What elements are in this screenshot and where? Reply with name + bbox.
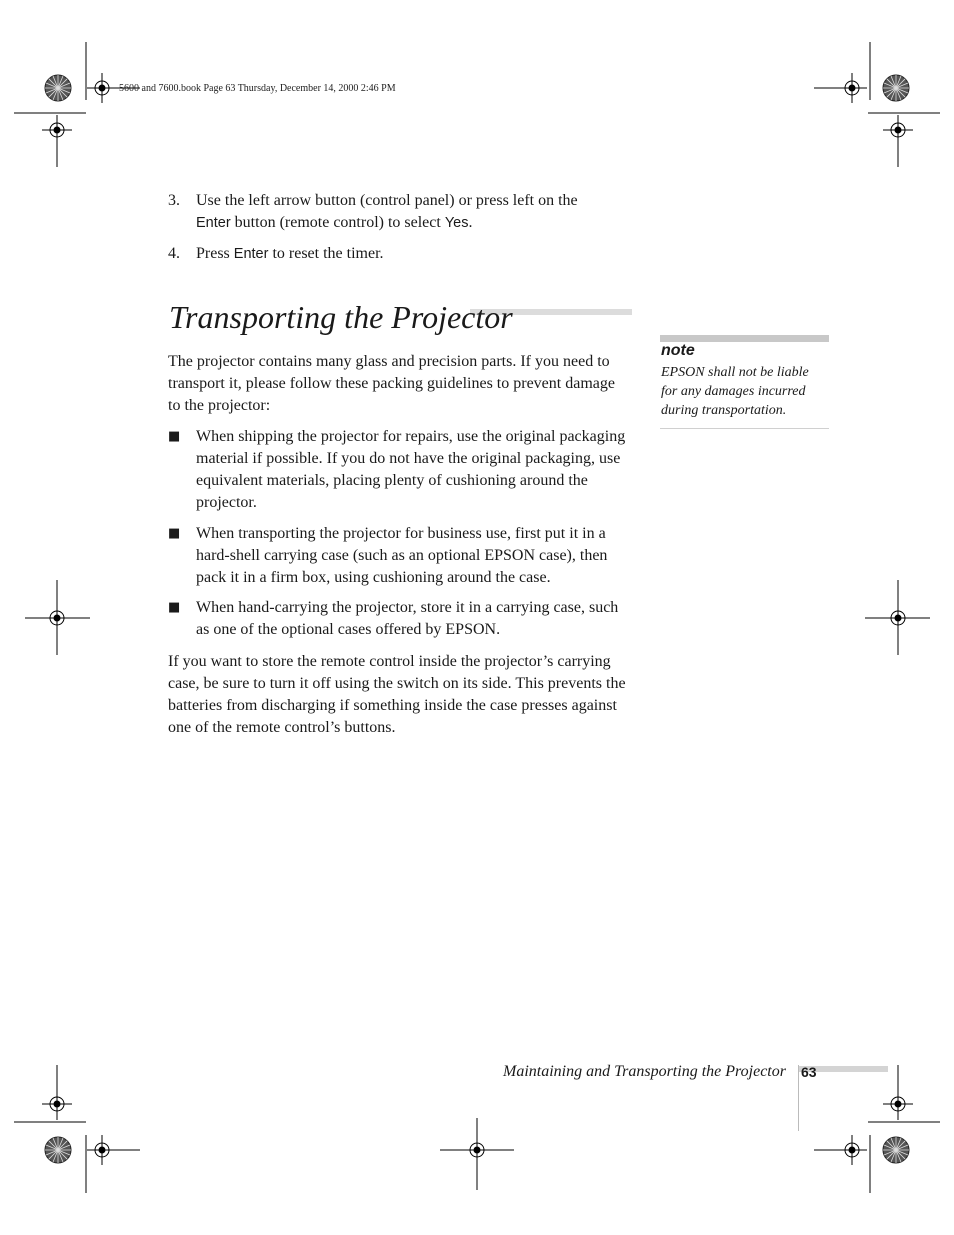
enter-key-label: Enter <box>233 246 269 262</box>
yes-option-label: Yes <box>444 215 469 231</box>
note-divider <box>660 428 829 429</box>
note-text: EPSON shall not be liable for any damages incurred during transportation. <box>661 365 809 418</box>
step-number: 3. <box>168 192 180 209</box>
bullet-text: When shipping the projector for repairs, use the original packaging material if possible. If you do not have the original packaging, use equivalent materials, placing plenty of cushioning around the projector. <box>196 428 626 511</box>
step-number: 4. <box>168 245 180 262</box>
footer-divider <box>798 1065 799 1131</box>
enter-key-label: Enter <box>196 215 231 231</box>
closing-paragraph: If you want to store the remote control inside the projector’s carrying case, be sure to turn it off using the switch on its side. This prevents the batteries from discharging if something inside the case presses against one of the remote control’s buttons. <box>168 653 626 736</box>
bullet-square-icon: ■ <box>168 526 181 541</box>
bullet-square-icon: ■ <box>168 600 181 615</box>
step-text: Press Enter to reset the timer. <box>196 245 384 262</box>
step-line: Use the left arrow button (control panel) or press left on the <box>196 192 578 209</box>
page-number: 63 <box>801 1064 817 1080</box>
footer-chapter-title: Maintaining and Transporting the Projector <box>503 1063 786 1080</box>
step-line: button (remote control) to select <box>230 214 445 231</box>
bullet-square-icon: ■ <box>168 429 181 444</box>
note-bar <box>660 335 829 342</box>
bullet-text: When hand-carrying the projector, store it in a carrying case, such as one of the optional cases offered by EPSON. <box>196 599 619 638</box>
note-heading: note <box>661 342 695 359</box>
file-info-header: 5600 and 7600.book Page 63 Thursday, December 14, 2000 2:46 PM <box>119 83 396 94</box>
section-title: Transporting the Projector <box>169 299 513 335</box>
intro-paragraph: The projector contains many glass and precision parts. If you need to transport it, please follow these packing guidelines to prevent damage to the projector: <box>168 353 615 414</box>
bullet-text: When transporting the projector for business use, first put it in a hard-shell carrying case (such as an optional EPSON case), then pack it in a firm box, using cushioning around the case. <box>196 525 608 586</box>
step-text: Use the left arrow button (control panel) or press left on the Enter button (remote control) to select Yes. <box>196 192 578 231</box>
